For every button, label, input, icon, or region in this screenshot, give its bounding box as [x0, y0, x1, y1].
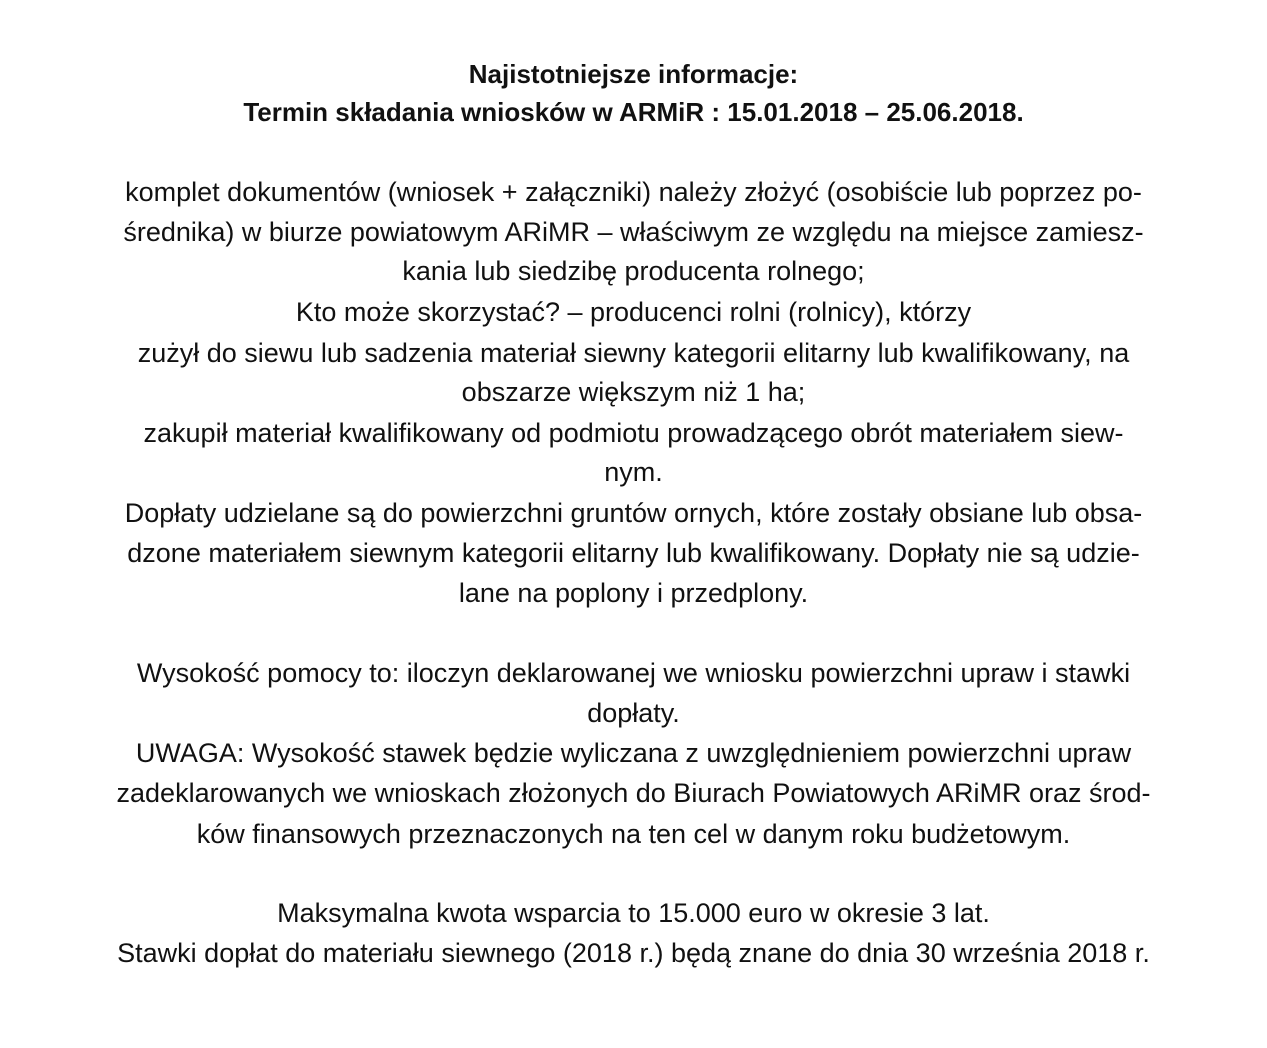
heading-line-1: Najistotniejsze informacje: [468, 59, 799, 89]
body-line: Dopłaty udzielane są do powierzchni gruntów ornych, które zostały obsiane lub obsa- [124, 498, 1143, 528]
body-line: dzone materiałem siewnym kategorii elitarny lub kwalifikowany. Dopłaty nie są udzie- [127, 538, 1140, 568]
body-line: średnika) w biurze powiatowym ARiMR – właściwym ze względu na miejsce zamiesz- [123, 217, 1144, 247]
body-line: ków finansowych przeznaczonych na ten cel w danym roku budżetowym. [196, 819, 1071, 849]
body-line: zużył do siewu lub sadzenia materiał siewny kategorii elitarny lub kwalifikowany, na [137, 338, 1130, 368]
body-line: Stawki dopłat do materiału siewnego (2018 r.) będą znane do dnia 30 września 2018 r. [117, 938, 1150, 968]
heading-line-2: Termin składania wniosków w ARMiR : 15.01.2018 – 25.06.2018. [243, 97, 1024, 127]
body-line: lane na poplony i przedplony. [458, 578, 809, 608]
body-line: komplet dokumentów (wniosek + załączniki) należy złożyć (osobiście lub poprzez po- [125, 177, 1142, 207]
body-line: Kto może skorzystać? – producenci rolni (rolnicy), którzy [295, 297, 972, 327]
body-line: dopłaty. [587, 698, 680, 728]
body-line: Maksymalna kwota wsparcia to 15.000 euro w okresie 3 lat. [277, 898, 990, 928]
body-line: Wysokość pomocy to: iloczyn deklarowanej we wniosku powierzchni upraw i stawki [136, 658, 1131, 688]
body-line: obszarze większym niż 1 ha; [461, 377, 806, 407]
body-line: zadeklarowanych we wnioskach złożonych do Biurach Powiatowych ARiMR oraz środ- [116, 778, 1151, 808]
body-line: kania lub siedzibę producenta rolnego; [402, 256, 865, 286]
body-line: nym. [604, 457, 663, 487]
body-line: UWAGA: Wysokość stawek będzie wyliczana z uwzględnieniem powierzchni upraw [135, 738, 1132, 768]
body-line: zakupił materiał kwalifikowany od podmiotu prowadzącego obrót materiałem siew- [143, 418, 1124, 448]
